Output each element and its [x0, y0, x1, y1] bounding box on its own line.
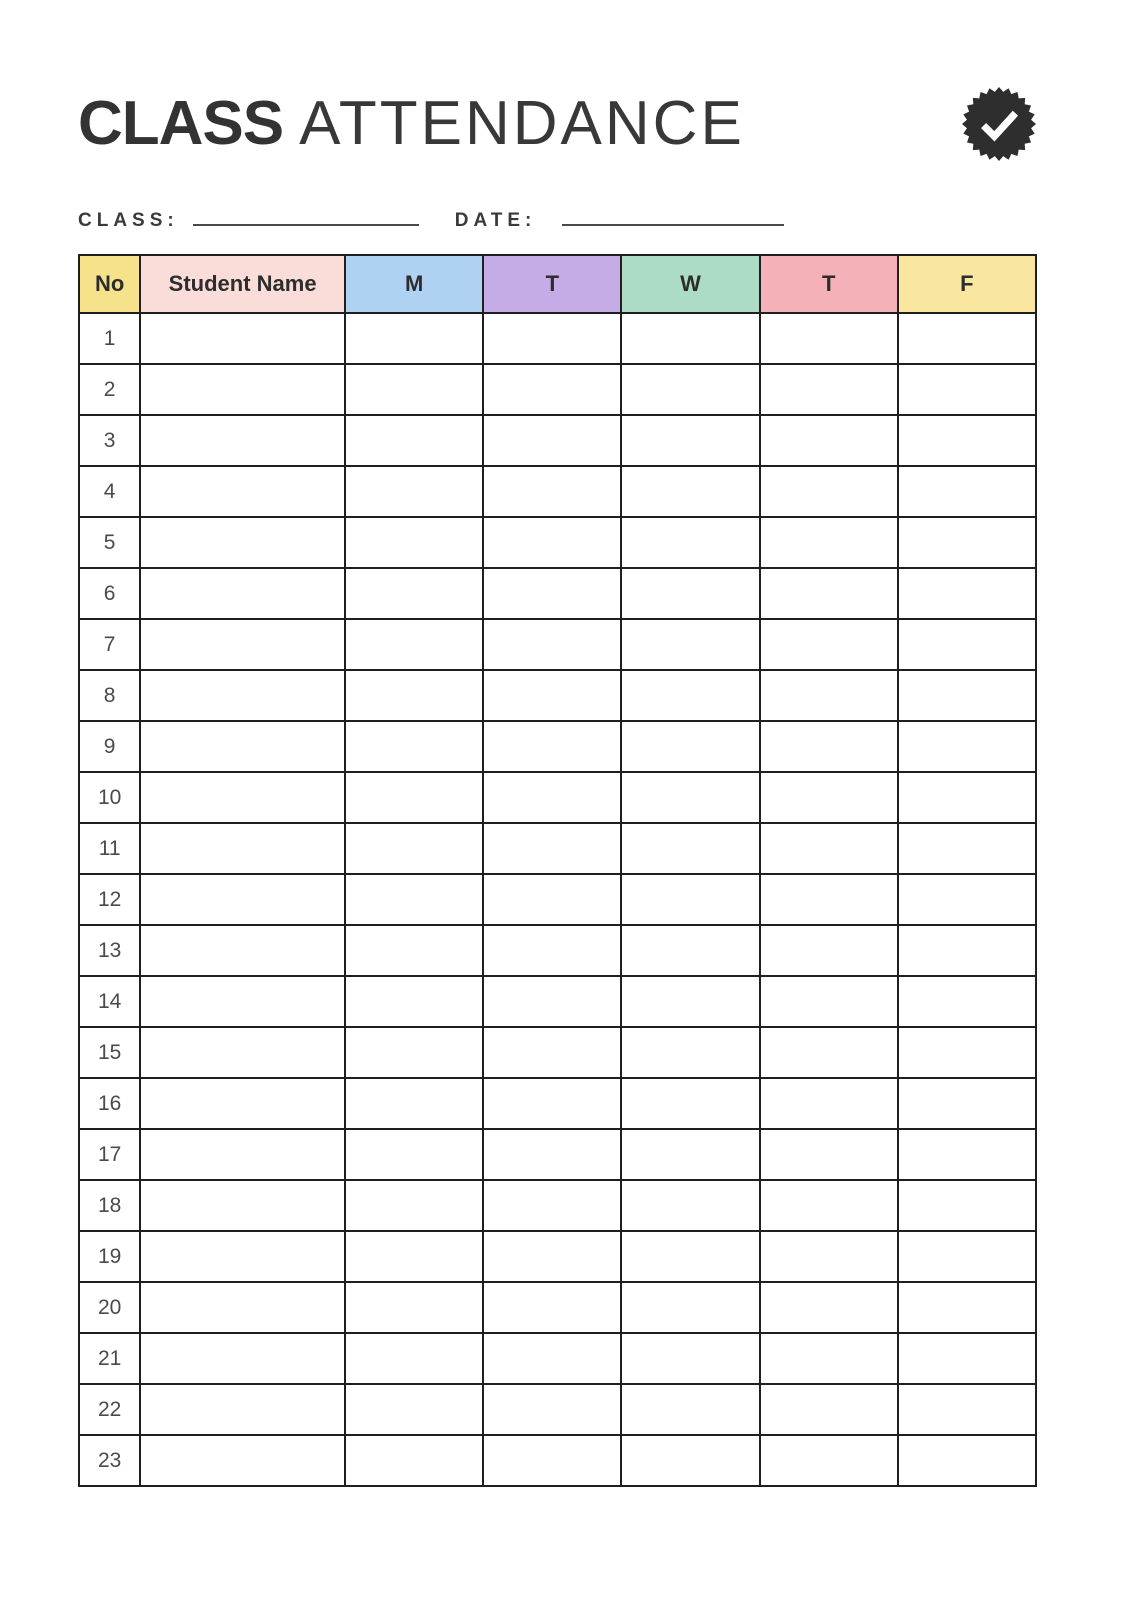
- attendance-cell-thursday[interactable]: [760, 1180, 898, 1231]
- attendance-cell-friday[interactable]: [898, 1129, 1036, 1180]
- attendance-cell-wednesday[interactable]: [621, 1129, 759, 1180]
- page-title: [78, 89, 745, 158]
- attendance-cell-friday[interactable]: [898, 415, 1036, 466]
- row-number: 22: [79, 1384, 140, 1435]
- student-name-cell[interactable]: [140, 364, 345, 415]
- student-name-cell[interactable]: [140, 1333, 345, 1384]
- class-label: CLASS:: [78, 210, 179, 231]
- attendance-cell-friday[interactable]: [898, 619, 1036, 670]
- row-number: 5: [79, 517, 140, 568]
- attendance-cell-wednesday[interactable]: [621, 1282, 759, 1333]
- student-name-cell[interactable]: [140, 1231, 345, 1282]
- attendance-cell-monday[interactable]: [345, 976, 483, 1027]
- student-name-cell[interactable]: [140, 976, 345, 1027]
- date-input-line[interactable]: [562, 212, 784, 226]
- attendance-cell-tuesday[interactable]: [483, 925, 621, 976]
- table-row: [79, 1384, 1036, 1435]
- attendance-cell-wednesday[interactable]: [621, 517, 759, 568]
- header-row: [79, 255, 1036, 313]
- attendance-cell-monday[interactable]: [345, 415, 483, 466]
- attendance-cell-thursday[interactable]: [760, 517, 898, 568]
- attendance-cell-tuesday[interactable]: [483, 619, 621, 670]
- student-name-cell[interactable]: [140, 619, 345, 670]
- attendance-cell-friday[interactable]: [898, 568, 1036, 619]
- attendance-cell-monday[interactable]: [345, 721, 483, 772]
- table-row: [79, 517, 1036, 568]
- attendance-cell-monday[interactable]: [345, 1180, 483, 1231]
- attendance-cell-wednesday[interactable]: [621, 466, 759, 517]
- column-header-wednesday: W: [621, 255, 759, 313]
- student-name-cell[interactable]: [140, 1027, 345, 1078]
- row-number: 4: [79, 466, 140, 517]
- table-row: [79, 925, 1036, 976]
- row-number: 11: [79, 823, 140, 874]
- row-number: 8: [79, 670, 140, 721]
- student-name-cell[interactable]: [140, 772, 345, 823]
- table-row: [79, 466, 1036, 517]
- table-row: [79, 619, 1036, 670]
- column-header-tuesday: T: [483, 255, 621, 313]
- row-number: 3: [79, 415, 140, 466]
- table-row: [79, 976, 1036, 1027]
- attendance-cell-friday[interactable]: [898, 1435, 1036, 1486]
- attendance-cell-friday[interactable]: [898, 1231, 1036, 1282]
- attendance-cell-monday[interactable]: [345, 466, 483, 517]
- student-name-cell[interactable]: [140, 1180, 345, 1231]
- attendance-cell-monday[interactable]: [345, 619, 483, 670]
- attendance-cell-tuesday[interactable]: [483, 517, 621, 568]
- student-name-cell[interactable]: [140, 925, 345, 976]
- attendance-cell-tuesday[interactable]: [483, 1384, 621, 1435]
- attendance-cell-thursday[interactable]: [760, 1384, 898, 1435]
- attendance-cell-tuesday[interactable]: [483, 721, 621, 772]
- attendance-cell-thursday[interactable]: [760, 568, 898, 619]
- attendance-cell-tuesday[interactable]: [483, 466, 621, 517]
- attendance-cell-tuesday[interactable]: [483, 415, 621, 466]
- attendance-cell-tuesday[interactable]: [483, 1282, 621, 1333]
- attendance-cell-monday[interactable]: [345, 1384, 483, 1435]
- attendance-cell-thursday[interactable]: [760, 619, 898, 670]
- attendance-cell-tuesday[interactable]: [483, 772, 621, 823]
- attendance-cell-friday[interactable]: [898, 466, 1036, 517]
- attendance-cell-monday[interactable]: [345, 568, 483, 619]
- attendance-cell-monday[interactable]: [345, 1129, 483, 1180]
- attendance-cell-tuesday[interactable]: [483, 313, 621, 364]
- attendance-cell-tuesday[interactable]: [483, 1333, 621, 1384]
- class-input-line[interactable]: [193, 212, 419, 226]
- attendance-cell-monday[interactable]: [345, 1435, 483, 1486]
- attendance-cell-tuesday[interactable]: [483, 364, 621, 415]
- attendance-cell-thursday[interactable]: [760, 874, 898, 925]
- attendance-cell-wednesday[interactable]: [621, 1027, 759, 1078]
- row-number: 23: [79, 1435, 140, 1486]
- attendance-cell-thursday[interactable]: [760, 1027, 898, 1078]
- attendance-cell-thursday[interactable]: [760, 772, 898, 823]
- attendance-cell-monday[interactable]: [345, 670, 483, 721]
- attendance-cell-thursday[interactable]: [760, 1435, 898, 1486]
- attendance-cell-thursday[interactable]: [760, 466, 898, 517]
- attendance-cell-thursday[interactable]: [760, 415, 898, 466]
- student-name-cell[interactable]: [140, 415, 345, 466]
- title-row: [78, 84, 1037, 164]
- attendance-cell-wednesday[interactable]: [621, 1435, 759, 1486]
- row-number: 9: [79, 721, 140, 772]
- attendance-cell-thursday[interactable]: [760, 925, 898, 976]
- student-name-cell[interactable]: [140, 1282, 345, 1333]
- attendance-cell-wednesday[interactable]: [621, 619, 759, 670]
- attendance-cell-friday[interactable]: [898, 925, 1036, 976]
- attendance-cell-wednesday[interactable]: [621, 568, 759, 619]
- student-name-cell[interactable]: [140, 874, 345, 925]
- attendance-cell-thursday[interactable]: [760, 721, 898, 772]
- attendance-cell-monday[interactable]: [345, 823, 483, 874]
- attendance-cell-monday[interactable]: [345, 1027, 483, 1078]
- row-number: 12: [79, 874, 140, 925]
- attendance-cell-monday[interactable]: [345, 874, 483, 925]
- attendance-table: [78, 254, 1037, 1487]
- table-row: [79, 1435, 1036, 1486]
- attendance-cell-wednesday[interactable]: [621, 721, 759, 772]
- date-label: DATE:: [454, 210, 537, 231]
- row-number: 21: [79, 1333, 140, 1384]
- attendance-cell-wednesday[interactable]: [621, 874, 759, 925]
- attendance-cell-tuesday[interactable]: [483, 568, 621, 619]
- student-name-cell[interactable]: [140, 670, 345, 721]
- column-header-monday: M: [345, 255, 483, 313]
- attendance-cell-tuesday[interactable]: [483, 874, 621, 925]
- verified-checkmark-icon: [961, 86, 1037, 162]
- attendance-cell-friday[interactable]: [898, 1282, 1036, 1333]
- student-name-cell[interactable]: [140, 313, 345, 364]
- row-number: 16: [79, 1078, 140, 1129]
- student-name-cell[interactable]: [140, 1435, 345, 1486]
- table-row: [79, 568, 1036, 619]
- table-row: [79, 772, 1036, 823]
- attendance-cell-wednesday[interactable]: [621, 1078, 759, 1129]
- table-row: [79, 1282, 1036, 1333]
- attendance-cell-thursday[interactable]: [760, 1129, 898, 1180]
- attendance-cell-wednesday[interactable]: [621, 670, 759, 721]
- student-name-cell[interactable]: [140, 466, 345, 517]
- table-row: [79, 823, 1036, 874]
- column-header-no: No: [79, 255, 140, 313]
- attendance-cell-wednesday[interactable]: [621, 823, 759, 874]
- attendance-cell-thursday[interactable]: [760, 976, 898, 1027]
- attendance-cell-monday[interactable]: [345, 1282, 483, 1333]
- attendance-cell-tuesday[interactable]: [483, 1435, 621, 1486]
- student-name-cell[interactable]: [140, 1384, 345, 1435]
- table-row: [79, 874, 1036, 925]
- table-row: [79, 364, 1036, 415]
- attendance-cell-friday[interactable]: [898, 364, 1036, 415]
- attendance-cell-friday[interactable]: [898, 1180, 1036, 1231]
- attendance-cell-wednesday[interactable]: [621, 364, 759, 415]
- attendance-cell-wednesday[interactable]: [621, 313, 759, 364]
- attendance-cell-thursday[interactable]: [760, 313, 898, 364]
- attendance-cell-wednesday[interactable]: [621, 1333, 759, 1384]
- attendance-cell-friday[interactable]: [898, 772, 1036, 823]
- attendance-cell-friday[interactable]: [898, 823, 1036, 874]
- row-number: 1: [79, 313, 140, 364]
- attendance-cell-wednesday[interactable]: [621, 976, 759, 1027]
- attendance-cell-friday[interactable]: [898, 976, 1036, 1027]
- attendance-cell-monday[interactable]: [345, 1333, 483, 1384]
- attendance-cell-monday[interactable]: [345, 1231, 483, 1282]
- student-name-cell[interactable]: [140, 517, 345, 568]
- attendance-table-body: [79, 313, 1036, 1486]
- table-row: [79, 1180, 1036, 1231]
- attendance-cell-wednesday[interactable]: [621, 772, 759, 823]
- row-number: 14: [79, 976, 140, 1027]
- attendance-cell-tuesday[interactable]: [483, 1180, 621, 1231]
- attendance-cell-friday[interactable]: [898, 670, 1036, 721]
- student-name-cell[interactable]: [140, 823, 345, 874]
- student-name-cell[interactable]: [140, 1078, 345, 1129]
- table-row: [79, 1231, 1036, 1282]
- student-name-cell[interactable]: [140, 721, 345, 772]
- attendance-cell-tuesday[interactable]: [483, 976, 621, 1027]
- table-row: [79, 1333, 1036, 1384]
- attendance-cell-monday[interactable]: [345, 1078, 483, 1129]
- attendance-cell-monday[interactable]: [345, 772, 483, 823]
- attendance-cell-friday[interactable]: [898, 721, 1036, 772]
- student-name-cell[interactable]: [140, 568, 345, 619]
- student-name-cell[interactable]: [140, 1129, 345, 1180]
- row-number: 6: [79, 568, 140, 619]
- attendance-cell-wednesday[interactable]: [621, 1231, 759, 1282]
- attendance-cell-thursday[interactable]: [760, 1282, 898, 1333]
- table-row: [79, 1129, 1036, 1180]
- attendance-cell-wednesday[interactable]: [621, 1384, 759, 1435]
- row-number: 13: [79, 925, 140, 976]
- attendance-cell-thursday[interactable]: [760, 670, 898, 721]
- row-number: 7: [79, 619, 140, 670]
- page-title-secondary: ATTENDANCE: [299, 89, 745, 158]
- attendance-cell-monday[interactable]: [345, 364, 483, 415]
- attendance-cell-thursday[interactable]: [760, 1231, 898, 1282]
- attendance-cell-thursday[interactable]: [760, 364, 898, 415]
- table-row: [79, 1078, 1036, 1129]
- attendance-cell-tuesday[interactable]: [483, 1129, 621, 1180]
- table-row: [79, 670, 1036, 721]
- attendance-cell-friday[interactable]: [898, 1384, 1036, 1435]
- attendance-cell-friday[interactable]: [898, 874, 1036, 925]
- row-number: 17: [79, 1129, 140, 1180]
- table-row: [79, 721, 1036, 772]
- row-number: 18: [79, 1180, 140, 1231]
- attendance-cell-tuesday[interactable]: [483, 823, 621, 874]
- column-header-friday: F: [898, 255, 1036, 313]
- row-number: 20: [79, 1282, 140, 1333]
- table-row: [79, 415, 1036, 466]
- table-row: [79, 313, 1036, 364]
- attendance-cell-friday[interactable]: [898, 517, 1036, 568]
- page-title-primary: CLASS: [78, 89, 284, 158]
- row-number: 19: [79, 1231, 140, 1282]
- attendance-cell-tuesday[interactable]: [483, 670, 621, 721]
- form-row: [78, 210, 1037, 232]
- column-header-student-name: Student Name: [140, 255, 345, 313]
- attendance-cell-tuesday[interactable]: [483, 1078, 621, 1129]
- attendance-cell-friday[interactable]: [898, 1333, 1036, 1384]
- attendance-cell-friday[interactable]: [898, 1027, 1036, 1078]
- row-number: 15: [79, 1027, 140, 1078]
- attendance-cell-tuesday[interactable]: [483, 1027, 621, 1078]
- attendance-cell-thursday[interactable]: [760, 1333, 898, 1384]
- attendance-cell-thursday[interactable]: [760, 823, 898, 874]
- row-number: 10: [79, 772, 140, 823]
- attendance-cell-monday[interactable]: [345, 313, 483, 364]
- attendance-cell-friday[interactable]: [898, 313, 1036, 364]
- attendance-cell-wednesday[interactable]: [621, 925, 759, 976]
- table-row: [79, 1027, 1036, 1078]
- attendance-cell-wednesday[interactable]: [621, 1180, 759, 1231]
- attendance-cell-tuesday[interactable]: [483, 1231, 621, 1282]
- attendance-cell-thursday[interactable]: [760, 1078, 898, 1129]
- attendance-cell-wednesday[interactable]: [621, 415, 759, 466]
- attendance-cell-monday[interactable]: [345, 925, 483, 976]
- attendance-cell-monday[interactable]: [345, 517, 483, 568]
- attendance-cell-friday[interactable]: [898, 1078, 1036, 1129]
- column-header-thursday: T: [760, 255, 898, 313]
- row-number: 2: [79, 364, 140, 415]
